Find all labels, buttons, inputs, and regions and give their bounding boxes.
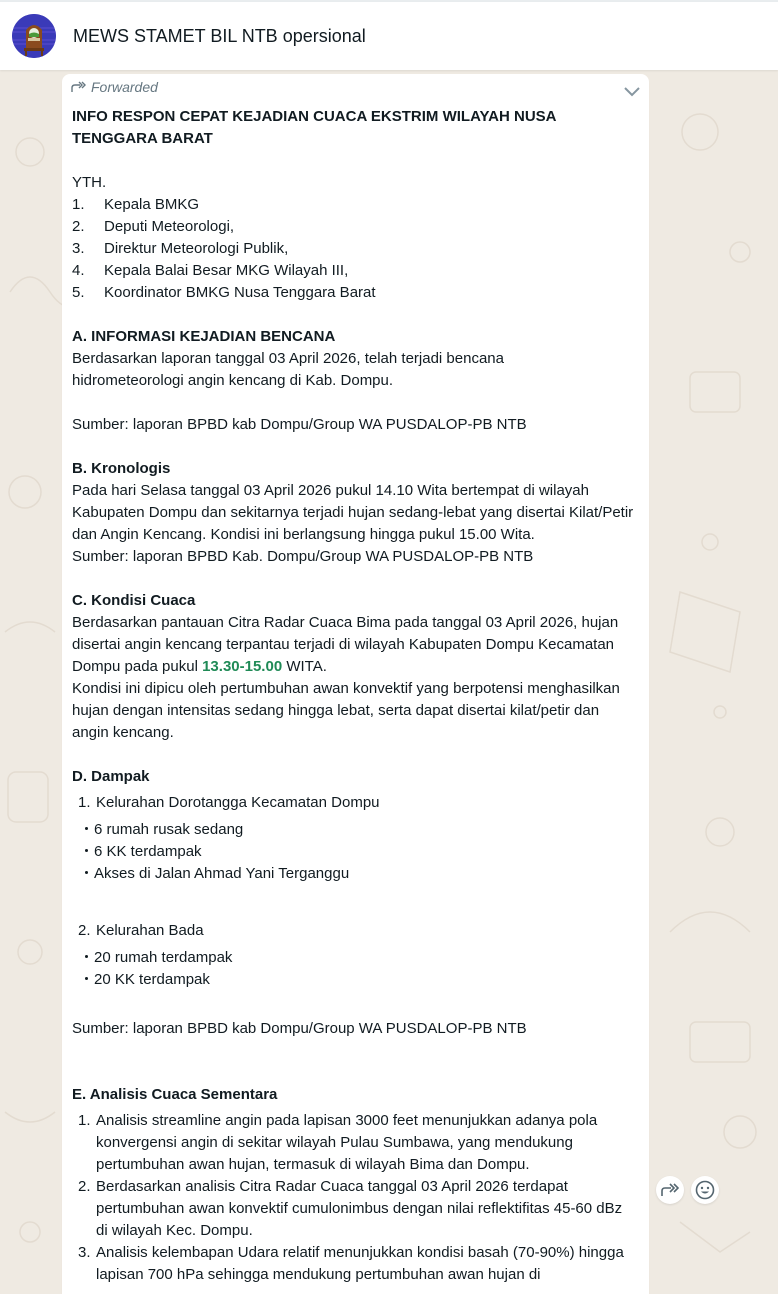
yth-label: YTH. [72, 174, 107, 191]
forwarded-label [71, 79, 158, 95]
section-d-heading: D. Dampak [72, 768, 150, 785]
bmkg-logo-icon [12, 14, 56, 58]
impact-item: 6 rumah rusak sedang [82, 819, 644, 841]
message-title: INFO RESPON CEPAT KEJADIAN CUACA EKSTRIM WILAYAH NUSA TENGGARA BARAT [72, 108, 556, 147]
recipient-list [72, 194, 644, 304]
section-b-source: Sumber: laporan BPBD Kab. Dompu/Group WA PUSDALOP-PB NTB [72, 548, 534, 565]
group-avatar[interactable] [12, 14, 56, 58]
impact-item: 20 KK terdampak [82, 969, 644, 991]
analysis-item: 3. Analisis kelembapan Udara relatif menunjukkan kondisi basah (70-90%) hingga lapisan 700 hPa sehingga mendukung pertumbuhan awan hujan di [78, 1244, 624, 1283]
chat-header[interactable] [0, 2, 778, 70]
analysis-item: 1. Analisis streamline angin pada lapisan 3000 feet menunjukkan adanya pola konvergensi angin di sekitar wilayah Pulau Sumbawa, yang mendukung pertumbuhan awan hujan, termasuk di wilayah Bima dan Dompu. [78, 1112, 598, 1173]
emoji-icon [695, 1180, 715, 1200]
section-c-heading: C. Kondisi Cuaca [72, 592, 196, 609]
recipient-item: 5. Koordinator BMKG Nusa Tenggara Barat [72, 284, 376, 301]
section-a-heading: A. INFORMASI KEJADIAN BENCANA [72, 328, 336, 345]
section-c-body: Berdasarkan pantauan Citra Radar Cuaca Bima pada tanggal 03 April 2026, hujan disertai angin kencang terpantau terjadi di wilayah Kabupaten Dompu Kecamatan Dompu pada pukul 13.30-15.00 WITA. [72, 614, 619, 675]
forwarded-text: Forwarded [91, 79, 158, 95]
chat-title: MEWS STAMET BIL NTB opersional [73, 25, 366, 46]
forward-button[interactable] [656, 1176, 684, 1204]
forwarded-icon [71, 81, 87, 93]
analysis-item: 2. Berdasarkan analisis Citra Radar Cuaca tanggal 03 April 2026 terdapat pertumbuhan awan konvektif cumulonimbus dengan nilai reflektifitas 45-60 dBz di wilayah Kec. Dompu. [78, 1178, 623, 1239]
section-e-heading: E. Analisis Cuaca Sementara [72, 1086, 278, 1103]
section-a-source: Sumber: laporan BPBD kab Dompu/Group WA PUSDALOP-PB NTB [72, 416, 527, 433]
impact-item: 20 rumah terdampak [82, 947, 644, 969]
forward-icon [661, 1183, 679, 1197]
recipient-item: 2. Deputi Meteorologi, [72, 218, 235, 235]
impact-area: 1. Kelurahan Dorotangga Kecamatan Dompu [78, 794, 380, 811]
section-a-body: Berdasarkan laporan tanggal 03 April 2026, telah terjadi bencana hidrometeorologi angin kencang di Kab. Dompu. [72, 350, 504, 389]
message-bubble[interactable] [62, 74, 649, 1294]
react-button[interactable] [691, 1176, 719, 1204]
recipient-item: 1. Kepala BMKG [72, 196, 200, 213]
impact-area: 2. Kelurahan Bada [78, 922, 204, 939]
section-b-heading: B. Kronologis [72, 460, 171, 477]
impact-item: Akses di Jalan Ahmad Yani Terganggu [82, 863, 644, 885]
section-b-body: Pada hari Selasa tanggal 03 April 2026 pukul 14.10 Wita bertempat di wilayah Kabupaten Dompu dan sekitarnya terjadi hujan sedang-lebat yang disertai Kilat/Petir dan Angin Kencang. Kondisi ini berlangsung hingga pukul 15.00 Wita. [72, 482, 634, 543]
time-highlight: 13.30-15.00 [202, 658, 283, 675]
section-d-source: Sumber: laporan BPBD kab Dompu/Group WA PUSDALOP-PB NTB [72, 1020, 527, 1037]
chevron-down-icon[interactable] [623, 84, 641, 98]
message-body [72, 106, 644, 1286]
impact-item: 6 KK terdampak [82, 841, 644, 863]
recipient-item: 3. Direktur Meteorologi Publik, [72, 240, 289, 257]
section-c-body2: Kondisi ini dipicu oleh pertumbuhan awan konvektif yang berpotensi menghasilkan hujan dengan intensitas sedang hingga lebat, serta dapat disertai kilat/petir dan angin kencang. [72, 680, 620, 741]
recipient-item: 4. Kepala Balai Besar MKG Wilayah III, [72, 262, 349, 279]
